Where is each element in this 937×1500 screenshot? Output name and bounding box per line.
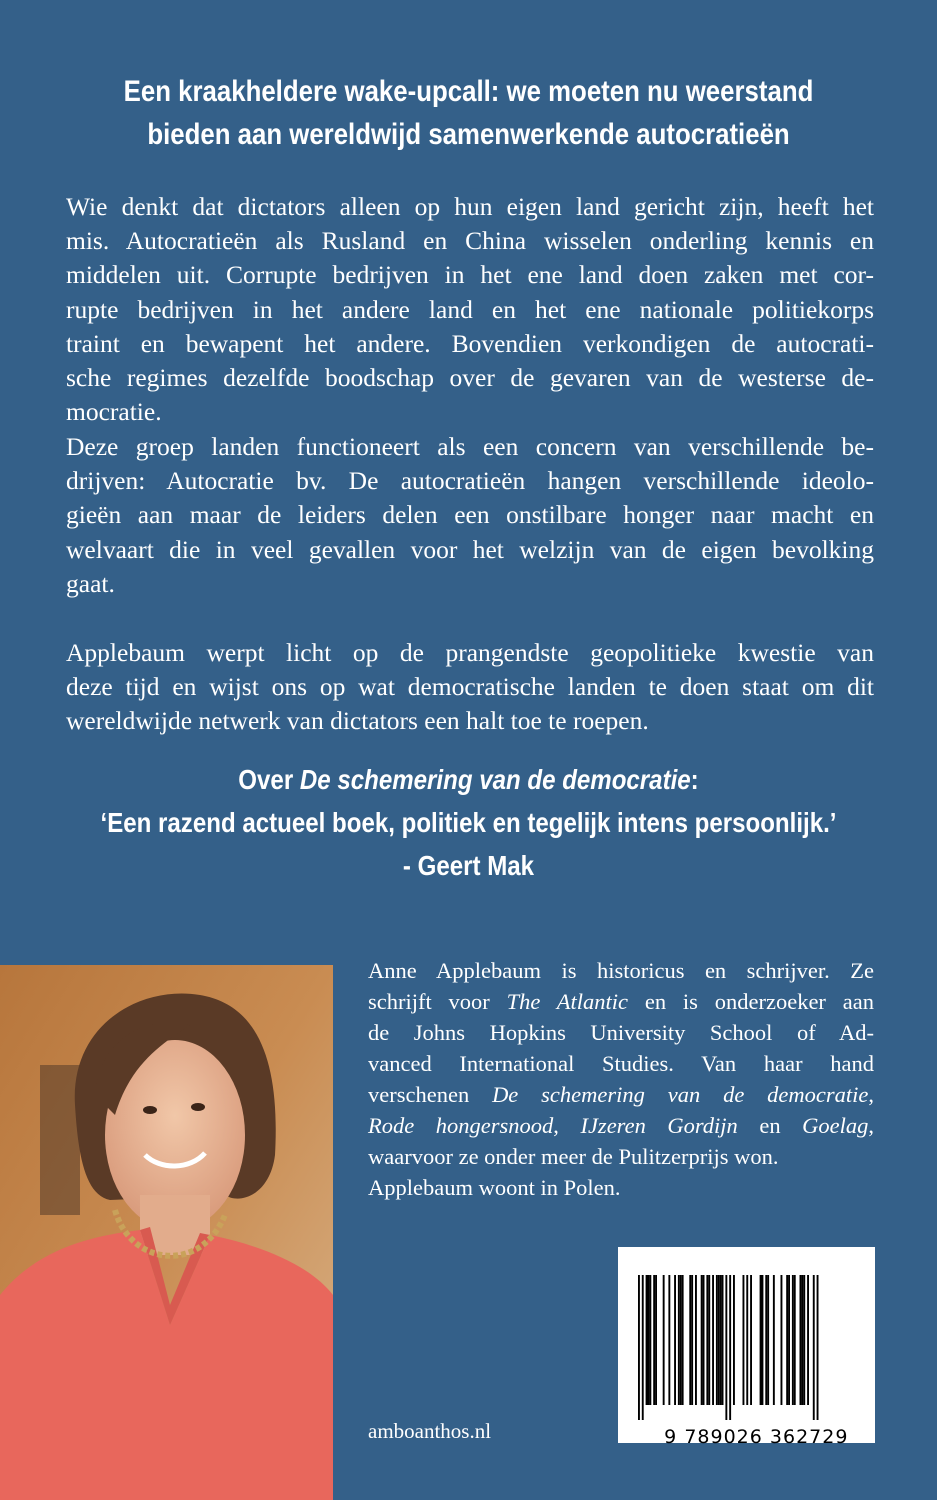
isbn-digits-right: 362729 [769, 1426, 849, 1448]
barcode-bar [712, 1275, 714, 1405]
text-line: wereldwijde netwerk van dictators een halt toe te roepen. [66, 706, 649, 736]
bio-text: Applebaum woont in Polen. [368, 1175, 621, 1200]
quote-suffix: : [690, 764, 699, 795]
bio-line [368, 1110, 874, 1141]
barcode-bar [813, 1275, 815, 1420]
text-line: Wie denkt dat dictators alleen op hun eigen land gericht zijn, heeft het [66, 192, 874, 221]
bio-text: de Johns Hopkins University School of Ad- [368, 1020, 874, 1045]
bio-line [368, 1048, 874, 1079]
barcode-bar [803, 1275, 805, 1405]
barcode-bar [746, 1275, 748, 1405]
barcode-bar [817, 1275, 819, 1420]
barcode-bar [646, 1275, 648, 1405]
barcode-bar [691, 1275, 693, 1405]
bio-text: , [553, 1113, 581, 1138]
paragraph-2 [66, 430, 874, 601]
barcode-bar [788, 1275, 790, 1405]
barcode-bar [703, 1275, 705, 1405]
headline [66, 70, 872, 156]
bio-text: Anne Applebaum is historicus en schrijver. Ze [368, 958, 874, 983]
barcode-bar [701, 1275, 703, 1405]
book-title: IJzeren Gordijn [580, 1113, 738, 1138]
headline-line: Een kraakheldere wake-upcall: we moeten nu weerstand [123, 75, 814, 108]
barcode-bar [765, 1275, 767, 1405]
text-line: deze tijd en wijst ons op wat democratische landen te doen staat om dit [66, 672, 874, 702]
barcode-bar [668, 1275, 670, 1405]
barcode-bar [649, 1275, 651, 1405]
barcode-bar [682, 1275, 684, 1405]
barcode-bar [729, 1275, 731, 1420]
bio-text: , [868, 1082, 874, 1107]
barcode-bar [773, 1275, 775, 1405]
book-title: Rode hongersnood [368, 1113, 554, 1138]
text-line: mocratie. [66, 397, 162, 427]
barcode-bar [678, 1275, 680, 1405]
bio-line [368, 1141, 874, 1172]
paragraph-3 [66, 636, 874, 739]
book-title: Goelag [802, 1113, 869, 1138]
author-photo [0, 965, 333, 1500]
bio-line [368, 955, 874, 986]
paragraph-1 [66, 190, 874, 429]
barcode-bar [720, 1275, 722, 1405]
book-title: De schemering van de democratie [492, 1082, 869, 1107]
barcode-bar [807, 1275, 809, 1405]
barcode-bar [786, 1275, 788, 1405]
barcode-bar [648, 1275, 650, 1405]
bio-line [368, 1172, 874, 1203]
text-line: sche regimes dezelfde boodschap over de gevaren van de westerse de- [66, 363, 874, 393]
barcode-bar [800, 1275, 802, 1405]
barcode-bar [725, 1275, 727, 1420]
barcode-bar [792, 1275, 794, 1405]
isbn-digits-left: 789026 [684, 1426, 763, 1448]
barcode-bar [689, 1275, 691, 1405]
barcode-bar [718, 1275, 720, 1405]
isbn-barcode [618, 1247, 875, 1448]
text-line: gieën aan maar de leiders delen een onstilbare honger naar macht en [66, 500, 874, 530]
quote-book-title: De schemering van de democratie [299, 764, 691, 795]
barcode-bar [642, 1275, 644, 1420]
text-line: welvaart die in veel gevallen voor het welzijn van de eigen bevolking [66, 534, 874, 564]
barcode-bar [750, 1275, 752, 1405]
barcode-bar [781, 1275, 783, 1405]
quote-prefix: Over [238, 764, 300, 795]
barcode-bar [638, 1275, 640, 1420]
publisher-website[interactable]: amboanthos.nl [368, 1419, 492, 1443]
bio-line [368, 1017, 874, 1048]
text-line: rupte bedrijven in het andere land en het ene nationale politiekorps [66, 294, 874, 324]
barcode-bar [733, 1275, 735, 1405]
barcode-bar [794, 1275, 796, 1405]
barcode-bar [674, 1275, 676, 1405]
barcode-bar [801, 1275, 803, 1405]
barcode-bar [708, 1275, 710, 1405]
headline-line: bieden aan wereldwijd samenwerkende autocratieën [147, 118, 790, 151]
barcode-bar [722, 1275, 724, 1405]
barcode-bar [655, 1275, 657, 1405]
text-line: traint en bewapent het andere. Bovendien verkondigen de autocrati- [66, 328, 874, 358]
barcode-bar [743, 1275, 745, 1405]
text-line: drijven: Autocratie bv. De autocratieën hangen verschillende ideolo- [66, 466, 874, 496]
text-line: Applebaum werpt licht op de prangendste geopolitieke kwestie van [66, 638, 874, 667]
bio-text: en [737, 1113, 803, 1138]
book-title: The Atlantic [506, 989, 629, 1014]
review-quote [66, 758, 872, 887]
isbn-digit-first: 9 [664, 1426, 678, 1448]
quote-attribution: - Geert Mak [402, 850, 535, 881]
bio-text: vanced International Studies. Van haar hand [368, 1051, 874, 1076]
barcode-bar [706, 1275, 708, 1405]
bio-text: schrijft voor [368, 989, 507, 1014]
bio-line [368, 986, 874, 1017]
barcode-bar [653, 1275, 655, 1405]
text-line: middelen uit. Corrupte bedrijven in het ene land doen zaken met cor- [66, 260, 874, 290]
bio-text: , [868, 1113, 874, 1138]
bio-text: waarvoor ze onder meer de Pulitzerprijs won. [368, 1144, 779, 1169]
barcode-bar [695, 1275, 697, 1405]
text-line: gaat. [66, 568, 115, 598]
bio-text: verschenen [368, 1082, 493, 1107]
bio-text: en is onderzoeker aan [628, 989, 874, 1014]
barcode-bar [762, 1275, 764, 1405]
bio-line [368, 1079, 874, 1110]
text-line: Deze groep landen functioneert als een concern van verschillende be- [66, 432, 874, 461]
author-bio [368, 955, 874, 1203]
quote-text: ‘Een razend actueel boek, politiek en tegelijk intens persoonlijk.’ [100, 807, 837, 838]
barcode-bar [716, 1275, 718, 1405]
text-line: mis. Autocratieën als Rusland en China wisselen onderling kennis en [66, 226, 874, 256]
barcode-bar [767, 1275, 769, 1405]
barcode-bar [680, 1275, 682, 1405]
barcode-bar [760, 1275, 762, 1405]
barcode-bar [663, 1275, 665, 1405]
